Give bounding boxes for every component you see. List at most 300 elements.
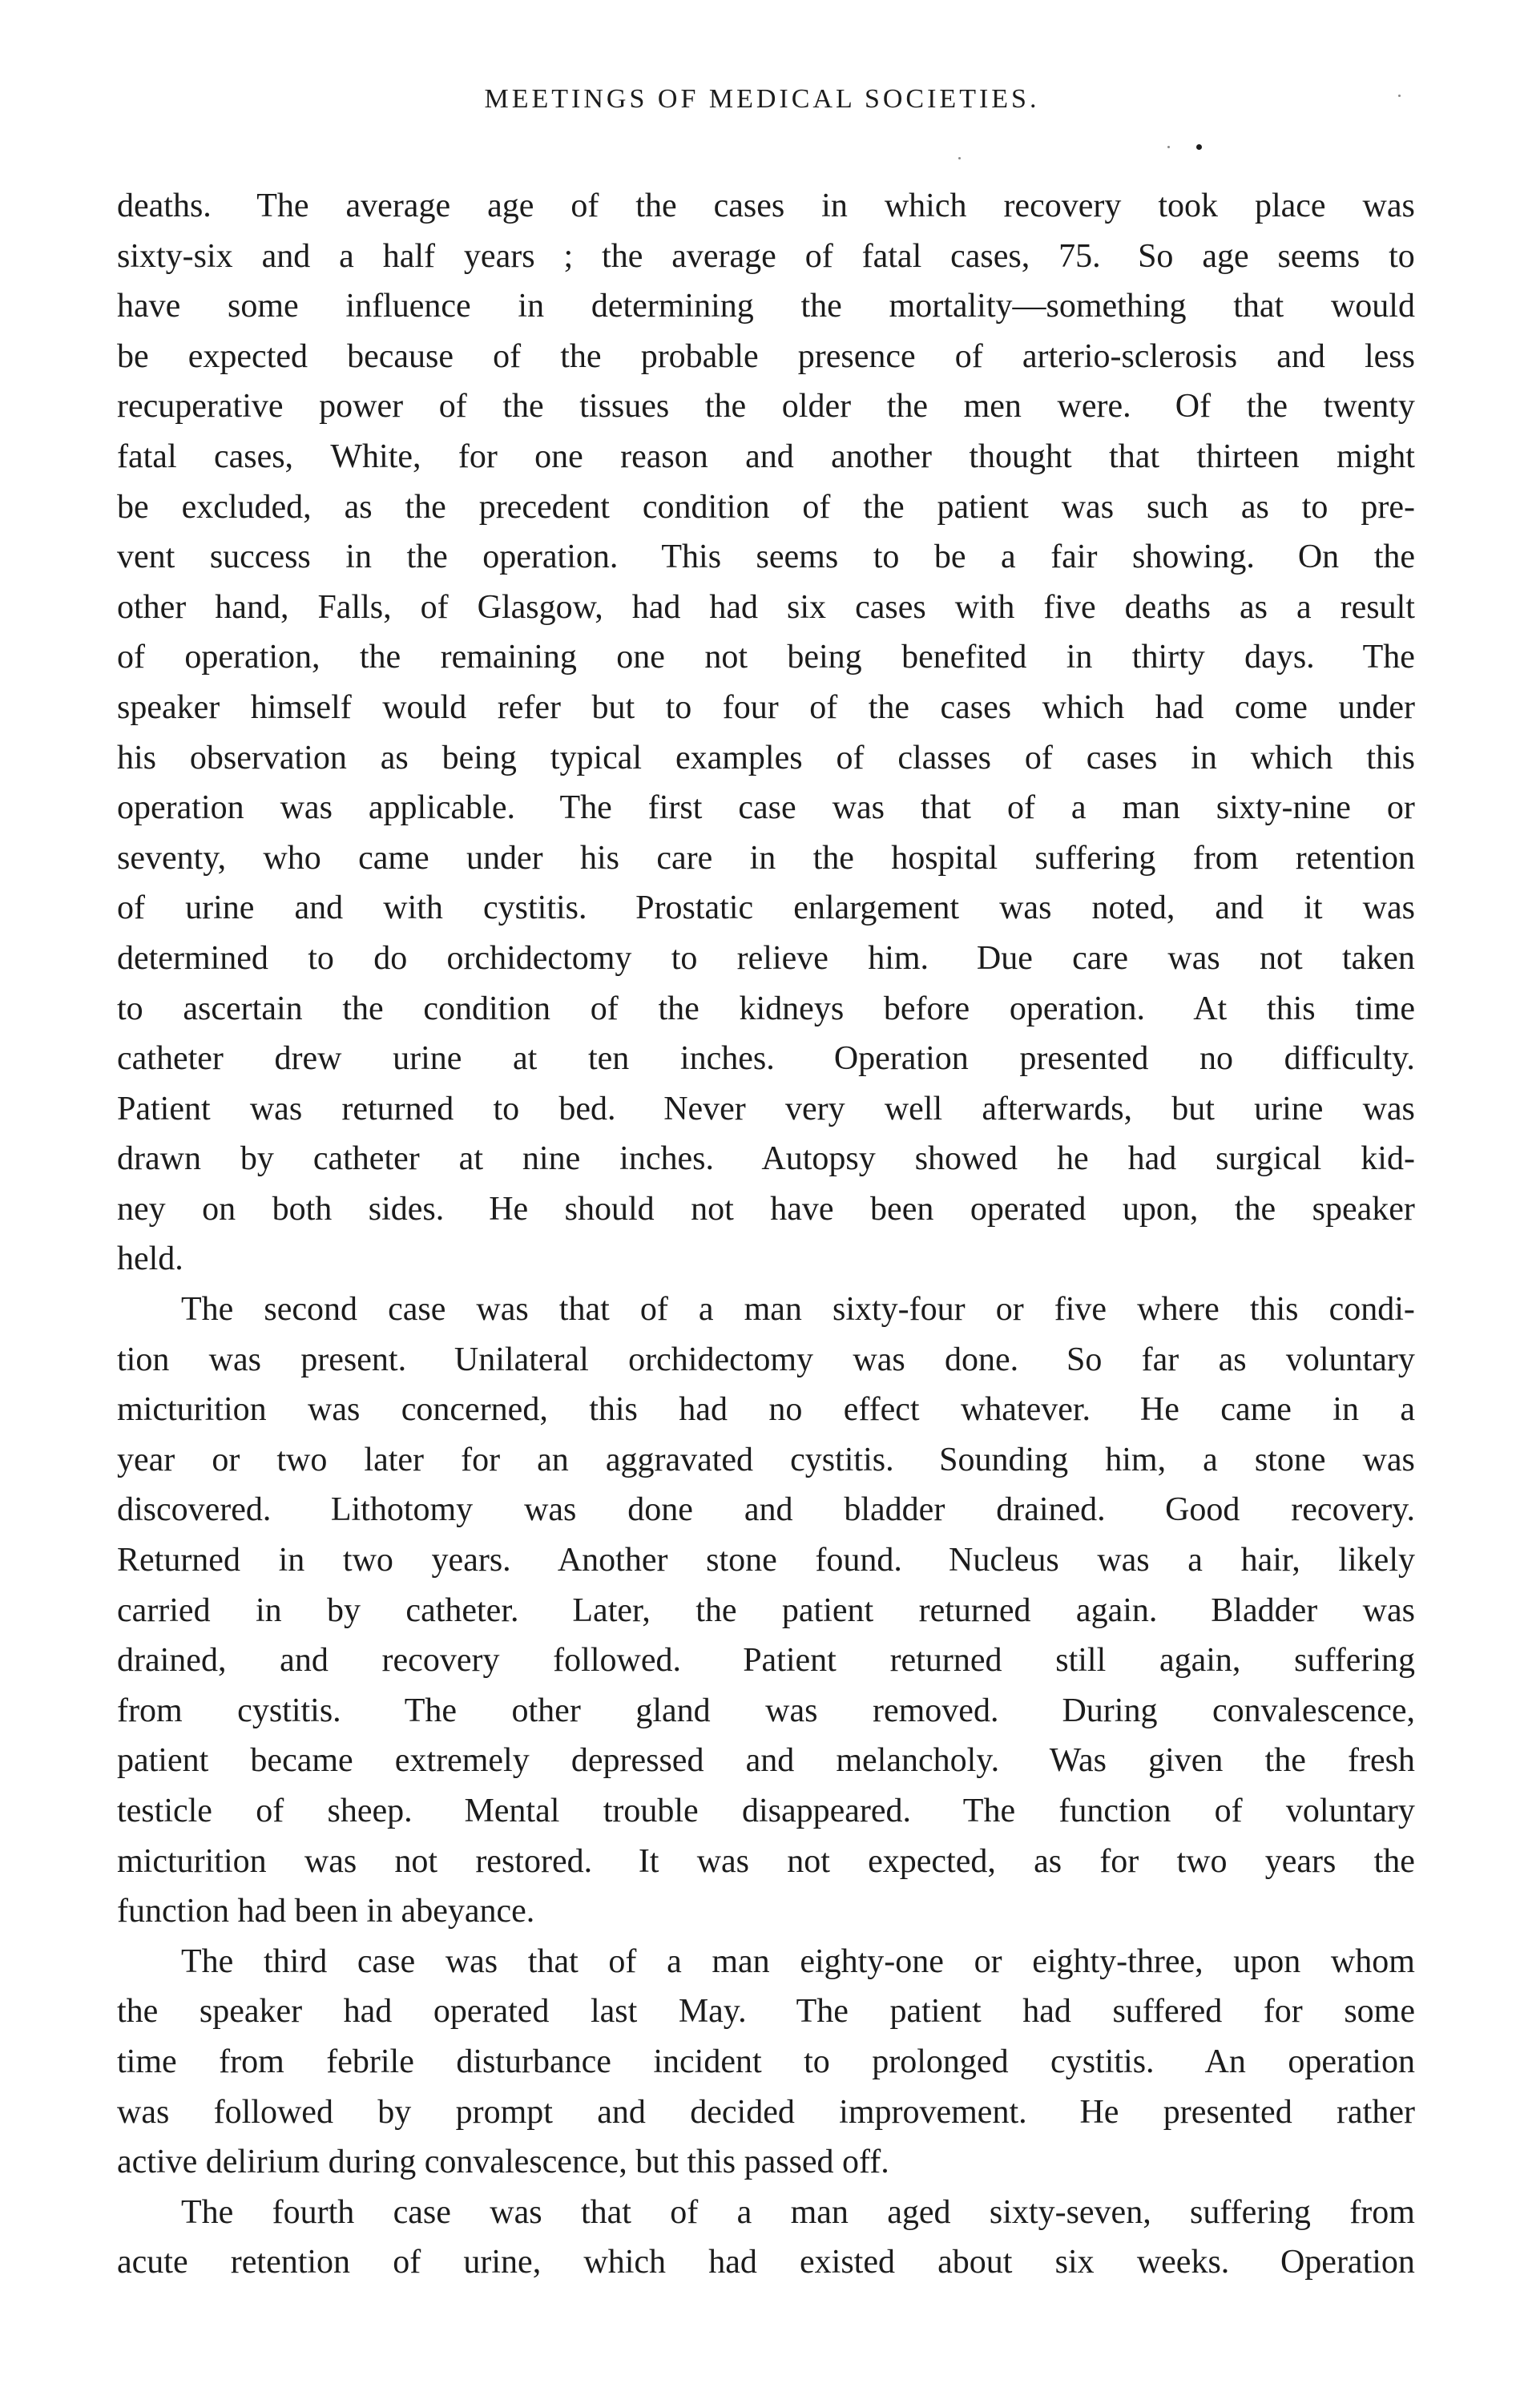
text-line xyxy=(117,532,1415,583)
word: in xyxy=(749,839,776,877)
word: tion xyxy=(117,1341,170,1378)
word: some xyxy=(1344,1993,1415,2031)
word: and xyxy=(294,889,344,927)
text-line xyxy=(117,1285,1415,1335)
word: reason xyxy=(620,438,708,475)
text-line xyxy=(117,1435,1415,1486)
word: ney xyxy=(117,1190,166,1228)
word: not xyxy=(787,1842,830,1880)
word: The xyxy=(1362,639,1415,676)
word: He xyxy=(489,1190,529,1228)
word: hand, xyxy=(215,588,289,626)
word: influence xyxy=(345,288,471,325)
word: speaker xyxy=(117,688,220,726)
word: operation. xyxy=(482,538,627,576)
word: or xyxy=(1386,789,1415,827)
word: be xyxy=(117,488,149,526)
word: restored. xyxy=(475,1842,601,1880)
word: followed. xyxy=(553,1642,690,1680)
word: be xyxy=(117,337,149,375)
word: with xyxy=(383,889,443,927)
word: to xyxy=(1389,237,1415,275)
word: micturition xyxy=(117,1391,267,1429)
word: was xyxy=(765,1692,818,1729)
text-line xyxy=(117,1084,1415,1135)
word: a xyxy=(736,2193,752,2231)
word: and xyxy=(1276,337,1325,375)
word: Of xyxy=(1175,388,1212,426)
word: Returned xyxy=(117,1542,240,1579)
word: Glasgow, xyxy=(477,588,603,626)
word: would xyxy=(382,688,467,726)
word: well xyxy=(884,1090,943,1127)
word: would xyxy=(1330,288,1415,325)
word: because xyxy=(347,337,454,375)
text-line xyxy=(117,2237,1415,2288)
word: sixty-six xyxy=(117,237,233,275)
word: May. xyxy=(678,1993,756,2031)
word: were. xyxy=(1057,388,1140,426)
word: the xyxy=(658,990,700,1027)
word: extremely xyxy=(394,1742,530,1780)
word: was xyxy=(249,1090,303,1127)
text-line xyxy=(117,1586,1415,1636)
word: Patient xyxy=(117,1090,211,1127)
word: not xyxy=(394,1842,438,1880)
word: So xyxy=(1138,237,1174,275)
word: sheep. xyxy=(327,1793,421,1829)
word: for xyxy=(461,1441,501,1478)
text-line xyxy=(117,1636,1415,1686)
word: On xyxy=(1297,538,1340,576)
word: one xyxy=(616,639,665,676)
word: on xyxy=(202,1190,236,1228)
word: seems xyxy=(756,538,839,576)
word: stone xyxy=(706,1542,777,1579)
word: The xyxy=(796,1993,849,2031)
word: the xyxy=(1373,1842,1415,1880)
word: to xyxy=(493,1090,520,1127)
word: him. xyxy=(868,939,937,977)
word: At xyxy=(1193,990,1228,1027)
word: had xyxy=(631,588,681,626)
word: days. xyxy=(1244,639,1324,676)
word: was xyxy=(1362,1591,1415,1629)
text-line xyxy=(117,181,1415,232)
word: weeks. xyxy=(1136,2244,1238,2281)
word: half xyxy=(382,237,436,275)
word: for xyxy=(1099,1842,1139,1880)
word: The xyxy=(181,2193,234,2231)
text-line xyxy=(117,934,1415,984)
word: the xyxy=(406,538,448,576)
word: The xyxy=(181,1291,234,1329)
word: cases xyxy=(940,688,1012,726)
word: another xyxy=(831,438,933,475)
word: returned xyxy=(341,1090,454,1127)
word: under xyxy=(1338,688,1415,726)
word: Mental xyxy=(464,1793,560,1829)
word: by xyxy=(240,1140,274,1178)
word: showed xyxy=(914,1140,1018,1178)
word: was xyxy=(1362,188,1415,224)
word: given xyxy=(1148,1742,1224,1780)
word: and xyxy=(280,1642,329,1680)
text-line xyxy=(117,984,1415,1035)
word: noted, xyxy=(1091,889,1175,927)
word: time xyxy=(117,2043,177,2080)
word: such xyxy=(1146,488,1208,526)
text-line xyxy=(117,583,1415,633)
word: which xyxy=(884,188,967,224)
word: had xyxy=(709,588,759,626)
word: which xyxy=(1042,688,1125,726)
word: catheter xyxy=(312,1140,420,1178)
word: with xyxy=(954,588,1015,626)
word: twenty xyxy=(1323,388,1415,426)
word: operation, xyxy=(184,639,321,676)
word: of xyxy=(802,488,831,526)
word: thought xyxy=(969,438,1072,475)
word: An xyxy=(1204,2043,1246,2080)
word: his xyxy=(579,839,619,877)
word: acute xyxy=(117,2244,188,2281)
word: voluntary xyxy=(1285,1793,1415,1829)
word: was xyxy=(445,1942,498,1980)
word: came xyxy=(358,839,429,877)
word: Patient xyxy=(743,1642,837,1680)
word: The xyxy=(181,1942,234,1980)
word: other xyxy=(511,1692,581,1729)
word: as xyxy=(380,739,409,776)
word: the xyxy=(502,388,544,426)
word: for xyxy=(458,438,498,475)
word: in xyxy=(345,538,372,576)
word: had xyxy=(1022,1993,1071,2031)
word: cystitis. xyxy=(237,1692,350,1729)
word: suffering xyxy=(1294,1642,1415,1680)
word: inches. xyxy=(679,1040,784,1078)
word: tissues xyxy=(579,388,670,426)
word: whom xyxy=(1330,1942,1415,1980)
word: done. xyxy=(945,1341,1027,1378)
word: had xyxy=(708,2244,757,2281)
word: place xyxy=(1254,188,1326,224)
word: surgical xyxy=(1216,1140,1322,1178)
word: Unilateral xyxy=(454,1341,589,1378)
word: was xyxy=(1362,1090,1415,1127)
word: of xyxy=(1006,789,1035,827)
word: improvement. xyxy=(839,2093,1036,2131)
word: average xyxy=(345,188,451,224)
word: who xyxy=(263,839,321,877)
word: fresh xyxy=(1347,1742,1415,1780)
word: aged xyxy=(887,2193,951,2231)
word: drew xyxy=(274,1040,342,1078)
word: of xyxy=(493,337,522,375)
word: six xyxy=(1054,2244,1095,2281)
word: an xyxy=(537,1441,569,1478)
word: seems xyxy=(1277,237,1361,275)
word: suffering xyxy=(1190,2193,1311,2231)
text-line xyxy=(117,1034,1415,1084)
text-line xyxy=(117,281,1415,332)
word: kidneys xyxy=(739,990,845,1027)
print-speck xyxy=(958,157,961,159)
word: operation xyxy=(117,789,244,827)
word: thirteen xyxy=(1196,438,1300,475)
word: effect xyxy=(843,1391,920,1429)
word: do xyxy=(373,939,408,977)
word: presence xyxy=(797,337,916,375)
text-line: function had been in abeyance. xyxy=(117,1893,535,1930)
word: was xyxy=(208,1341,261,1378)
word: sides. xyxy=(368,1190,453,1228)
word: a xyxy=(1400,1391,1415,1429)
word: as xyxy=(1240,488,1269,526)
word: was xyxy=(308,1391,361,1429)
word: was xyxy=(304,1842,357,1880)
word: again, xyxy=(1159,1642,1241,1680)
word: The xyxy=(256,188,309,224)
word: other xyxy=(117,588,187,626)
text-line xyxy=(117,1937,1415,1987)
word: of xyxy=(117,639,145,676)
text-line xyxy=(117,1535,1415,1586)
word: the xyxy=(886,388,929,426)
word: himself xyxy=(250,688,352,726)
word: convalescence, xyxy=(1212,1692,1415,1729)
word: second xyxy=(264,1291,357,1329)
word: about xyxy=(937,2244,1013,2281)
word: removed. xyxy=(873,1692,1007,1729)
text-line xyxy=(117,1485,1415,1535)
word: of xyxy=(639,1291,668,1329)
word: been xyxy=(870,1190,934,1228)
word: of xyxy=(804,237,833,275)
word: to xyxy=(804,2043,830,2080)
word: cases xyxy=(855,588,926,626)
word: and xyxy=(745,438,794,475)
text-line xyxy=(117,632,1415,683)
text-line xyxy=(117,1736,1415,1786)
word: So xyxy=(1066,1341,1103,1378)
word: Autopsy xyxy=(761,1140,876,1178)
word: years. xyxy=(431,1542,520,1579)
text-line xyxy=(117,1837,1415,1887)
word: decided xyxy=(690,2093,795,2131)
word: stone xyxy=(1254,1441,1326,1478)
word: case xyxy=(357,1942,416,1980)
word: thirty xyxy=(1131,639,1205,676)
word: that xyxy=(580,2193,631,2231)
word: a xyxy=(1187,1542,1203,1579)
word: remaining xyxy=(440,639,577,676)
word: two xyxy=(1176,1842,1228,1880)
word: Lithotomy xyxy=(330,1491,474,1529)
word: of xyxy=(608,1942,637,1980)
word: as xyxy=(344,488,373,526)
word: Prostatic xyxy=(635,889,754,927)
word: from xyxy=(1192,839,1259,877)
word: one xyxy=(534,438,583,475)
word: The xyxy=(559,789,612,827)
word: older xyxy=(781,388,852,426)
word: function xyxy=(1058,1793,1171,1829)
word: man xyxy=(712,1942,770,1980)
word: catheter xyxy=(117,1040,224,1078)
print-speck xyxy=(1398,95,1401,97)
word: operation xyxy=(1288,2043,1415,2080)
word: that xyxy=(527,1942,579,1980)
word: to xyxy=(671,939,698,977)
word: orchidectomy xyxy=(446,939,632,977)
word: bed. xyxy=(558,1090,624,1127)
word: have xyxy=(770,1190,834,1228)
word: age xyxy=(487,188,534,224)
word: disappeared. xyxy=(741,1793,920,1829)
word: the xyxy=(359,639,401,676)
word: bladder xyxy=(844,1491,945,1529)
word: operated xyxy=(433,1993,550,2031)
word: micturition xyxy=(117,1842,267,1880)
word: cases, xyxy=(213,438,294,475)
word: by xyxy=(327,1591,361,1629)
word: condition xyxy=(642,488,770,526)
word: that xyxy=(920,789,971,827)
word: expected, xyxy=(868,1842,996,1880)
word: still xyxy=(1055,1642,1107,1680)
word: The xyxy=(404,1692,457,1729)
word: result xyxy=(1340,588,1415,626)
word: at xyxy=(458,1140,483,1178)
text-line xyxy=(117,381,1415,432)
word: the xyxy=(863,488,905,526)
word: was xyxy=(476,1291,529,1329)
word: of xyxy=(117,889,145,927)
word: was xyxy=(832,789,885,827)
word: cases xyxy=(713,188,785,224)
word: fair xyxy=(1050,538,1098,576)
word: operated xyxy=(970,1190,1087,1228)
word: case xyxy=(393,2193,451,2231)
word: ten xyxy=(587,1040,630,1078)
word: likely xyxy=(1338,1542,1415,1579)
word: speaker xyxy=(1312,1190,1415,1228)
text-line xyxy=(117,1184,1415,1235)
word: power xyxy=(319,388,404,426)
text-line xyxy=(117,232,1415,282)
word: seventy, xyxy=(117,839,227,877)
word: applicable. xyxy=(368,789,524,827)
word: years xyxy=(1264,1842,1337,1880)
word: operation. xyxy=(1009,990,1154,1027)
word: disturbance xyxy=(456,2043,611,2080)
word: years xyxy=(463,237,535,275)
word: was xyxy=(280,789,333,827)
word: 75. xyxy=(1058,237,1110,275)
word: less xyxy=(1364,337,1415,375)
word: done xyxy=(627,1491,693,1529)
word: vent xyxy=(117,538,175,576)
word: six xyxy=(787,588,827,626)
word: classes xyxy=(897,739,991,776)
word: and xyxy=(597,2093,646,2131)
word: incident xyxy=(653,2043,762,2080)
word: his xyxy=(117,739,157,776)
word: existed xyxy=(800,2244,895,2281)
word: drawn xyxy=(117,1140,201,1178)
word: two xyxy=(276,1441,328,1478)
word: had xyxy=(679,1391,728,1429)
word: of xyxy=(420,588,449,626)
word: gland xyxy=(635,1692,711,1729)
word: urine, xyxy=(463,2244,542,2281)
word: Operation xyxy=(833,1040,969,1078)
word: suffered xyxy=(1112,1993,1223,2031)
word: condition xyxy=(423,990,551,1027)
word: of xyxy=(438,388,467,426)
word: followed xyxy=(213,2093,333,2131)
word: last xyxy=(590,1993,638,2031)
word: sixty-seven, xyxy=(989,2193,1151,2231)
word: was xyxy=(1362,889,1415,927)
word: the xyxy=(1234,1190,1276,1228)
word: patient xyxy=(937,488,1029,526)
word: During xyxy=(1062,1692,1158,1729)
word: that xyxy=(1109,438,1160,475)
word: the xyxy=(1373,538,1415,576)
word: eighty-three, xyxy=(1032,1942,1203,1980)
word: before xyxy=(883,990,970,1027)
word: in xyxy=(255,1591,282,1629)
word: sixty-nine xyxy=(1216,789,1351,827)
word: of xyxy=(670,2193,699,2231)
word: prolonged xyxy=(872,2043,1009,2080)
word: catheter. xyxy=(405,1591,527,1629)
word: average xyxy=(671,237,776,275)
word: cystitis. xyxy=(1050,2043,1163,2080)
word: in xyxy=(518,288,545,325)
word: carried xyxy=(117,1591,211,1629)
text-line xyxy=(117,1986,1415,2037)
word: White, xyxy=(330,438,421,475)
word: ascertain xyxy=(183,990,303,1027)
word: he xyxy=(1056,1140,1089,1178)
word: might xyxy=(1336,438,1415,475)
word: cases, xyxy=(950,237,1030,275)
word: the xyxy=(117,1993,159,2031)
word: the xyxy=(868,688,910,726)
word: deaths. xyxy=(117,188,220,224)
word: eighty-one xyxy=(800,1942,944,1980)
word: determining xyxy=(591,288,754,325)
word: found. xyxy=(815,1542,911,1579)
word: care xyxy=(656,839,713,877)
word: time xyxy=(1355,990,1415,1027)
word: voluntary xyxy=(1285,1341,1415,1378)
word: five xyxy=(1043,588,1096,626)
word: and xyxy=(744,1491,793,1529)
word: a xyxy=(667,1942,682,1980)
text-line xyxy=(117,2087,1415,2138)
word: that xyxy=(558,1291,610,1329)
word: pre- xyxy=(1361,488,1415,526)
text-line xyxy=(117,432,1415,482)
word: was xyxy=(524,1491,577,1529)
word: drained, xyxy=(117,1642,227,1680)
print-speck xyxy=(1196,144,1202,150)
